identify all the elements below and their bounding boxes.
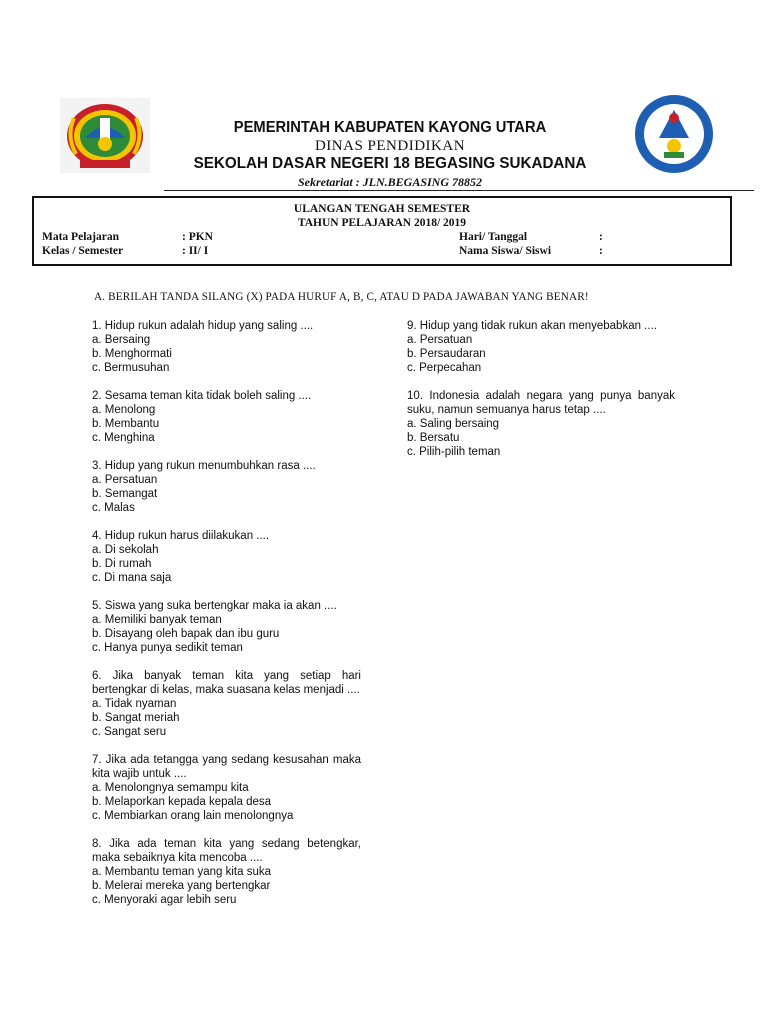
question-6 bbox=[92, 669, 361, 739]
question-5 bbox=[92, 599, 361, 655]
subject-value: : PKN bbox=[182, 231, 213, 243]
question-stem: 1. Hidup rukun adalah hidup yang saling .... bbox=[92, 320, 314, 332]
date-value: : bbox=[599, 231, 603, 243]
option-b: b. Bersatu bbox=[407, 432, 460, 444]
government-title: PEMERINTAH KABUPATEN KAYONG UTARA bbox=[233, 119, 547, 136]
school-emblem-icon bbox=[633, 90, 715, 178]
option-c: c. Perpecahan bbox=[407, 362, 482, 374]
question-9 bbox=[407, 319, 675, 375]
option-c: c. Menyoraki agar lebih seru bbox=[92, 894, 237, 906]
option-b: b. Di rumah bbox=[92, 558, 152, 570]
school-title: SEKOLAH DASAR NEGERI 18 BEGASING SUKADANA bbox=[193, 155, 587, 172]
questions-right-column bbox=[407, 319, 675, 473]
question-stem: 2. Sesama teman kita tidak boleh saling .... bbox=[92, 390, 312, 402]
option-a: a. Tidak nyaman bbox=[92, 698, 177, 710]
instruction-text: A. BERILAH TANDA SILANG (X) PADA HURUF A, B, C, ATAU D PADA JAWABAN YANG BENAR! bbox=[94, 291, 589, 303]
class-label: Kelas / Semester bbox=[42, 245, 124, 257]
question-stem: 4. Hidup rukun harus diilakukan .... bbox=[92, 530, 270, 542]
class-value: : II/ I bbox=[182, 245, 209, 257]
question-3 bbox=[92, 459, 361, 515]
school-address: Sekretariat : JLN.BEGASING 78852 bbox=[297, 175, 482, 189]
question-stem: 9. Hidup yang tidak rukun akan menyebabkan .... bbox=[407, 320, 657, 332]
question-2 bbox=[92, 389, 361, 445]
question-stem: 5. Siswa yang suka bertengkar maka ia akan .... bbox=[92, 600, 337, 612]
name-label: Nama Siswa/ Siswi bbox=[459, 245, 552, 257]
question-stem: 3. Hidup yang rukun menumbuhkan rasa .... bbox=[92, 460, 316, 472]
option-c: c. Di mana saja bbox=[92, 572, 172, 584]
questions-left-column bbox=[92, 319, 361, 921]
header-divider bbox=[164, 190, 754, 191]
option-a: a. Bersaing bbox=[92, 334, 151, 346]
subject-label: Mata Pelajaran bbox=[42, 231, 119, 243]
date-label: Hari/ Tanggal bbox=[459, 231, 528, 243]
question-stem: 6. Jika banyak teman kita yang setiap hari bertengkar di kelas, maka suasana kelas menjadi .... bbox=[92, 670, 361, 696]
regency-emblem-icon bbox=[60, 98, 150, 173]
option-b: b. Melerai mereka yang bertengkar bbox=[92, 880, 271, 892]
question-4 bbox=[92, 529, 361, 585]
question-stem: 10. Indonesia adalah negara yang punya banyak suku, namun semuanya harus tetap .... bbox=[407, 390, 675, 416]
option-b: b. Menghormati bbox=[92, 348, 172, 360]
option-b: b. Semangat bbox=[92, 488, 158, 500]
option-a: a. Membantu teman yang kita suka bbox=[92, 866, 271, 878]
option-c: c. Pilih-pilih teman bbox=[407, 446, 501, 458]
option-c: c. Malas bbox=[92, 502, 135, 514]
option-b: b. Sangat meriah bbox=[92, 712, 180, 724]
exam-title: ULANGAN TENGAH SEMESTER bbox=[293, 203, 471, 215]
option-b: b. Persaudaran bbox=[407, 348, 486, 360]
department-title: DINAS PENDIDIKAN bbox=[314, 138, 466, 154]
question-7 bbox=[92, 753, 361, 823]
option-a: a. Di sekolah bbox=[92, 544, 159, 556]
question-10 bbox=[407, 389, 675, 459]
exam-year: TAHUN PELAJARAN 2018/ 2019 bbox=[297, 217, 467, 229]
option-a: a. Persatuan bbox=[92, 474, 158, 486]
option-c: c. Membiarkan orang lain menolongnya bbox=[92, 810, 294, 822]
option-b: b. Melaporkan kepada kepala desa bbox=[92, 796, 272, 808]
option-b: b. Disayang oleh bapak dan ibu guru bbox=[92, 628, 280, 640]
exam-info-box bbox=[32, 196, 732, 266]
option-c: c. Sangat seru bbox=[92, 726, 167, 738]
name-value: : bbox=[599, 245, 603, 257]
question-8 bbox=[92, 837, 361, 907]
question-1 bbox=[92, 319, 361, 375]
option-a: a. Menolongnya semampu kita bbox=[92, 782, 249, 794]
option-c: c. Hanya punya sedikit teman bbox=[92, 642, 243, 654]
option-c: c. Menghina bbox=[92, 432, 155, 444]
question-stem: 7. Jika ada tetangga yang sedang kesusahan maka kita wajib untuk .... bbox=[92, 754, 361, 780]
option-a: a. Saling bersaing bbox=[407, 418, 500, 430]
option-a: a. Memiliki banyak teman bbox=[92, 614, 222, 626]
option-a: a. Persatuan bbox=[407, 334, 473, 346]
option-a: a. Menolong bbox=[92, 404, 156, 416]
option-b: b. Membantu bbox=[92, 418, 160, 430]
option-c: c. Bermusuhan bbox=[92, 362, 170, 374]
question-stem: 8. Jika ada teman kita yang sedang betengkar, maka sebaiknya kita mencoba .... bbox=[92, 838, 361, 864]
